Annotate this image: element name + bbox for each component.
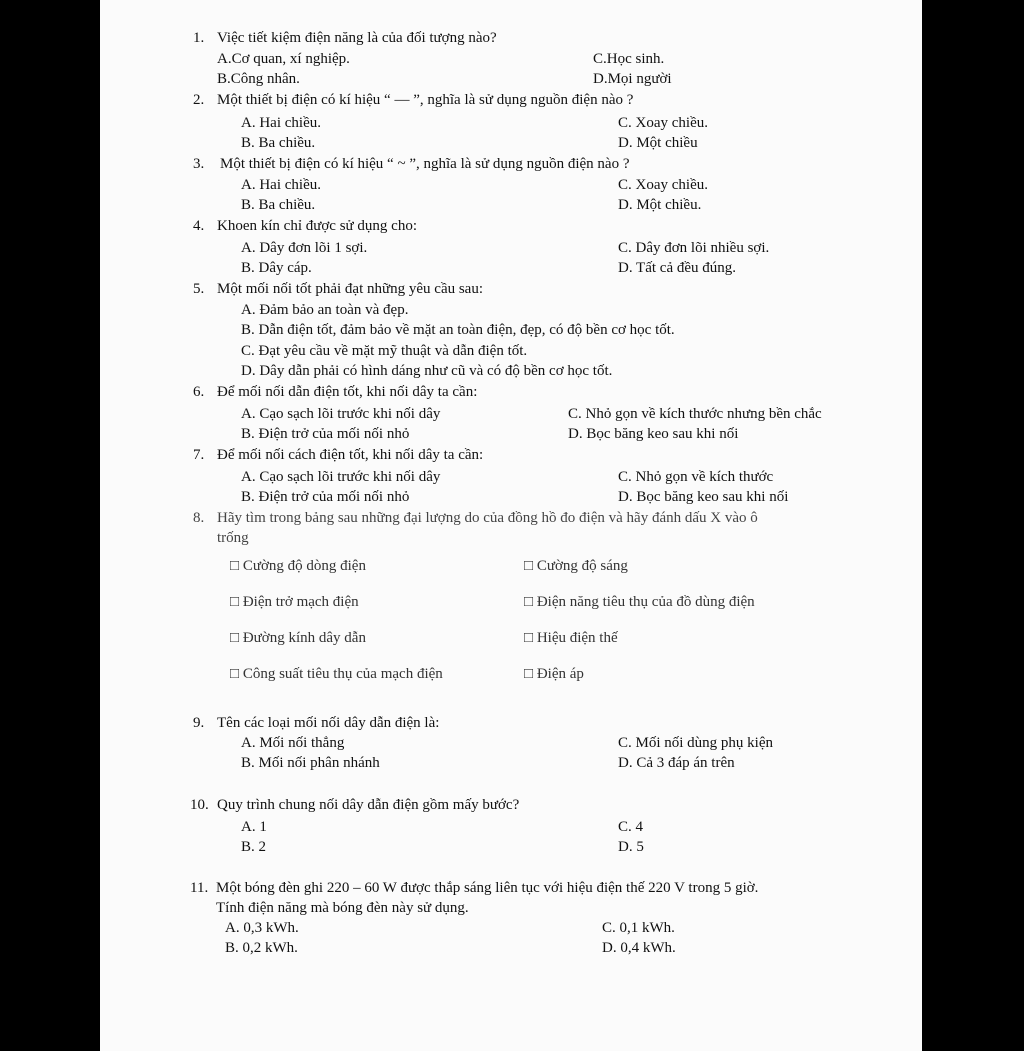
question-3-number: 3. bbox=[193, 156, 205, 172]
q6-option-b: B. Điện trở của mối nối nhỏ bbox=[241, 426, 410, 442]
checkbox-label: Điện áp bbox=[536, 666, 584, 682]
checkbox-row bbox=[230, 629, 366, 647]
q9-option-a: A. Mối nối thẳng bbox=[241, 735, 345, 751]
q10-option-c: C. 4 bbox=[618, 819, 644, 835]
q11-option-d: D. 0,4 kWh. bbox=[602, 940, 676, 956]
q5-option-c: C. Đạt yêu cầu về mặt mỹ thuật và dẫn điện tốt. bbox=[241, 343, 528, 359]
question-11-number: 11. bbox=[190, 880, 209, 896]
checkbox-label: Cường độ sáng bbox=[536, 558, 628, 574]
q5-option-a: A. Đảm bảo an toàn và đẹp. bbox=[241, 302, 409, 318]
question-9-number: 9. bbox=[193, 715, 205, 731]
question-5-number: 5. bbox=[193, 281, 205, 297]
checkbox-label: Công suất tiêu thụ của mạch điện bbox=[242, 666, 443, 682]
question-6-number: 6. bbox=[193, 384, 205, 400]
q2-option-b: B. Ba chiều. bbox=[241, 135, 316, 151]
q9-option-b: B. Mối nối phân nhánh bbox=[241, 755, 380, 771]
question-10-number: 10. bbox=[190, 797, 209, 813]
q4-option-a: A. Dây đơn lõi 1 sợi. bbox=[241, 240, 368, 256]
q6-option-a: A. Cạo sạch lõi trước khi nối dây bbox=[241, 406, 441, 422]
q11-option-a: A. 0,3 kWh. bbox=[225, 920, 299, 936]
q2-option-c: C. Xoay chiều. bbox=[618, 115, 708, 131]
q5-option-d: D. Dây dẫn phải có hình dáng như cũ và có độ bền cơ học tốt. bbox=[241, 363, 613, 379]
q2-option-d: D. Một chiều bbox=[618, 135, 698, 151]
q1-option-d: D.Mọi người bbox=[593, 71, 672, 87]
checkbox-icon[interactable]: □ bbox=[230, 594, 240, 610]
checkbox-row bbox=[524, 593, 755, 611]
q11-option-b: B. 0,2 kWh. bbox=[225, 940, 298, 956]
q10-option-a: A. 1 bbox=[241, 819, 267, 835]
question-10-text: Quy trình chung nối dây dẫn điện gồm mấy bước? bbox=[217, 797, 520, 813]
question-9-text: Tên các loại mối nối dây dẫn điện là: bbox=[217, 715, 440, 731]
checkbox-label: Điện trở mạch điện bbox=[242, 594, 359, 610]
q6-option-c: C. Nhỏ gọn về kích thước nhưng bền chắc bbox=[568, 406, 822, 422]
q1-option-a: A.Cơ quan, xí nghiệp. bbox=[217, 51, 350, 67]
checkbox-icon[interactable]: □ bbox=[524, 594, 534, 610]
checkbox-icon[interactable]: □ bbox=[524, 630, 534, 646]
question-2-text: Một thiết bị điện có kí hiệu “ — ”, nghĩa là sử dụng nguồn điện nào ? bbox=[217, 92, 634, 108]
checkbox-row bbox=[524, 665, 584, 683]
question-7-number: 7. bbox=[193, 447, 205, 463]
question-7-text: Để mối nối cách điện tốt, khi nối dây ta cần: bbox=[217, 447, 484, 463]
q3-option-d: D. Một chiều. bbox=[618, 197, 702, 213]
q3-option-c: C. Xoay chiều. bbox=[618, 177, 708, 193]
document-page bbox=[100, 0, 922, 1051]
q10-option-b: B. 2 bbox=[241, 839, 267, 855]
checkbox-label: Hiệu điện thế bbox=[536, 630, 618, 646]
checkbox-label: Cường độ dòng điện bbox=[242, 558, 366, 574]
checkbox-icon[interactable]: □ bbox=[524, 558, 534, 574]
q7-option-c: C. Nhỏ gọn về kích thước bbox=[618, 469, 774, 485]
q7-option-a: A. Cạo sạch lõi trước khi nối dây bbox=[241, 469, 441, 485]
checkbox-row bbox=[230, 665, 443, 683]
question-1-number: 1. bbox=[193, 30, 205, 46]
q4-option-d: D. Tất cả đều đúng. bbox=[618, 260, 737, 276]
q10-option-d: D. 5 bbox=[618, 839, 644, 855]
question-4-text: Khoen kín chỉ được sử dụng cho: bbox=[217, 218, 417, 234]
question-4-number: 4. bbox=[193, 218, 205, 234]
checkbox-row bbox=[230, 593, 359, 611]
q2-option-a: A. Hai chiều. bbox=[241, 115, 321, 131]
checkbox-icon[interactable]: □ bbox=[230, 558, 240, 574]
question-11-text-cont: Tính điện năng mà bóng đèn này sử dụng. bbox=[216, 900, 469, 916]
checkbox-row bbox=[524, 557, 628, 575]
checkbox-row bbox=[230, 557, 366, 575]
question-8-text-cont: trống bbox=[217, 530, 249, 546]
question-3-text: Một thiết bị điện có kí hiệu “ ~ ”, nghĩa là sử dụng nguồn điện nào ? bbox=[220, 156, 630, 172]
checkbox-label: Điện năng tiêu thụ của đồ dùng điện bbox=[536, 594, 755, 610]
q5-option-b: B. Dẫn điện tốt, đảm bảo về mặt an toàn điện, đẹp, có độ bền cơ học tốt. bbox=[241, 322, 675, 338]
checkbox-row bbox=[524, 629, 618, 647]
q4-option-c: C. Dây đơn lõi nhiều sợi. bbox=[618, 240, 770, 256]
q4-option-b: B. Dây cáp. bbox=[241, 260, 312, 276]
q7-option-d: D. Bọc băng keo sau khi nối bbox=[618, 489, 789, 505]
q9-option-c: C. Mối nối dùng phụ kiện bbox=[618, 735, 774, 751]
q1-option-b: B.Công nhân. bbox=[217, 71, 300, 87]
q3-option-a: A. Hai chiều. bbox=[241, 177, 321, 193]
q7-option-b: B. Điện trở của mối nối nhỏ bbox=[241, 489, 410, 505]
question-5-text: Một mối nối tốt phải đạt những yêu cầu sau: bbox=[217, 281, 484, 297]
question-8-number: 8. bbox=[193, 510, 205, 526]
q9-option-d: D. Cả 3 đáp án trên bbox=[618, 755, 735, 771]
question-11-text: Một bóng đèn ghi 220 – 60 W được thắp sáng liên tục với hiệu điện thế 220 V trong 5 giờ. bbox=[216, 880, 759, 896]
question-6-text: Để mối nối dẫn điện tốt, khi nối dây ta cần: bbox=[217, 384, 478, 400]
q11-option-c: C. 0,1 kWh. bbox=[602, 920, 675, 936]
question-8-text: Hãy tìm trong bảng sau những đại lượng do của đồng hồ đo điện và hãy đánh dấu X vào ô bbox=[217, 510, 758, 526]
question-2-number: 2. bbox=[193, 92, 205, 108]
q1-option-c: C.Học sinh. bbox=[593, 51, 665, 67]
q3-option-b: B. Ba chiều. bbox=[241, 197, 316, 213]
question-1-text: Việc tiết kiệm điện năng là của đối tượng nào? bbox=[217, 30, 497, 46]
checkbox-label: Đường kính dây dẫn bbox=[242, 630, 366, 646]
q6-option-d: D. Bọc băng keo sau khi nối bbox=[568, 426, 739, 442]
checkbox-icon[interactable]: □ bbox=[230, 666, 240, 682]
checkbox-icon[interactable]: □ bbox=[230, 630, 240, 646]
checkbox-icon[interactable]: □ bbox=[524, 666, 534, 682]
